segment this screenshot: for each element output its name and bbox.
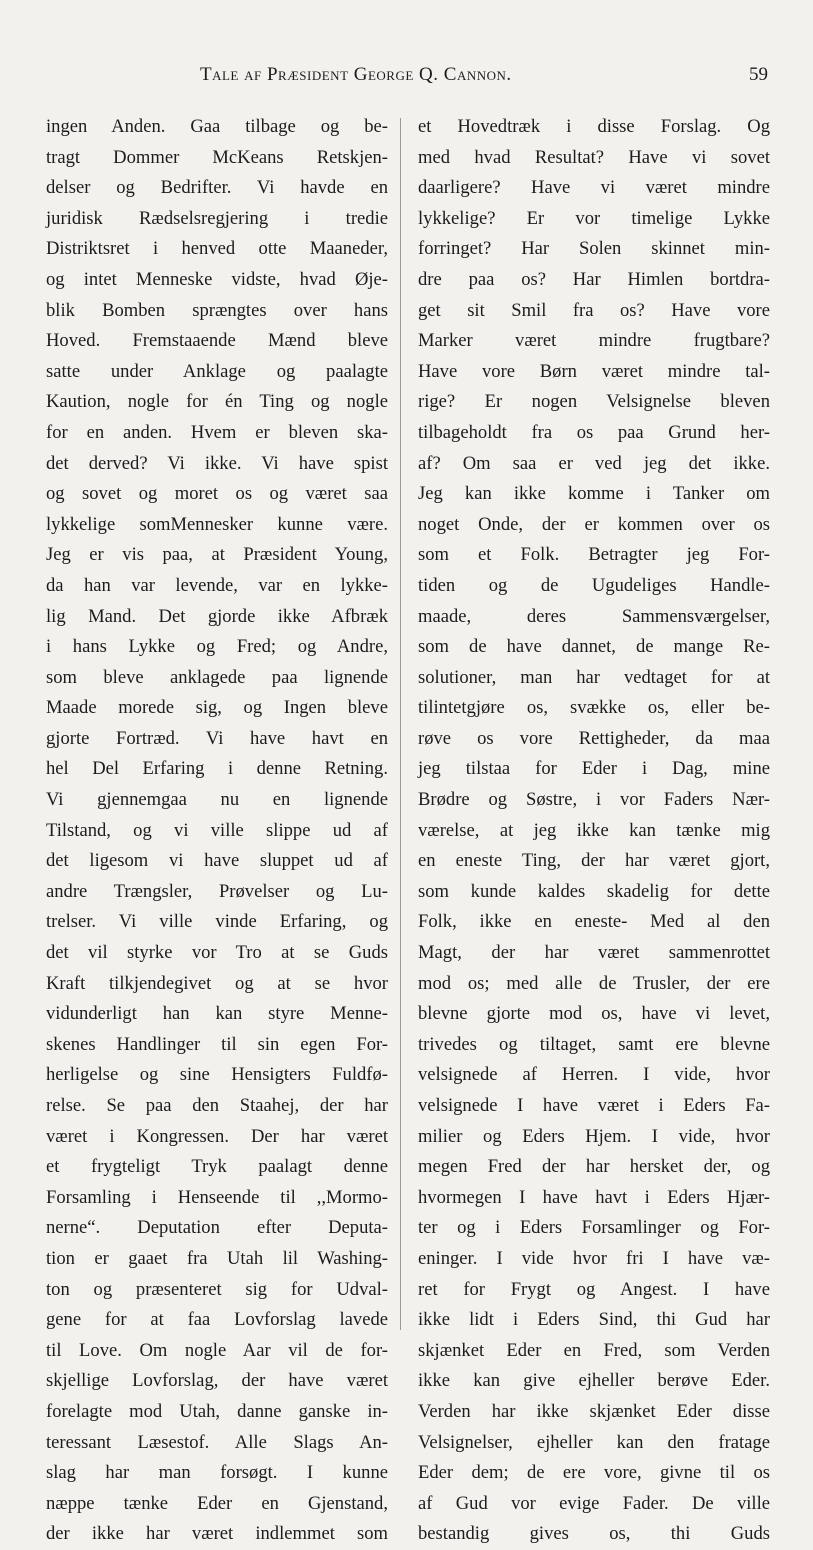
text-line: teressant Læsestof. Alle Slags An- — [46, 1431, 388, 1453]
text-line: tiden og de Ugudeliges Handle- — [418, 574, 770, 596]
column-divider — [400, 118, 401, 1330]
text-line: Forsamling i Henseende til ,,Mormo- — [46, 1186, 388, 1208]
text-line: ret for Frygt og Angest. I have — [418, 1278, 770, 1300]
text-line: det ligesom vi have sluppet ud af — [46, 850, 388, 872]
text-line: der ikke har været indlemmet som — [46, 1523, 388, 1545]
text-line: Maade morede sig, og Ingen bleve — [46, 697, 388, 719]
text-line: megen Fred der har hersket der, og — [418, 1156, 770, 1178]
text-line: været i Kongressen. Der har været — [46, 1125, 388, 1147]
text-line: rige? Er nogen Velsignelse bleven — [418, 391, 770, 413]
text-line: af Gud vor evige Fader. De ville — [418, 1492, 770, 1514]
text-line: røve os vore Rettigheder, da maa — [418, 727, 770, 749]
text-line: som bleve anklagede paa lignende — [46, 666, 388, 688]
text-line: et frygteligt Tryk paalagt denne — [46, 1156, 388, 1178]
text-line: tion er gaaet fra Utah lil Washing- — [46, 1247, 388, 1269]
text-line: Tilstand, og vi ville slippe ud af — [46, 819, 388, 841]
text-line: tragt Dommer McKeans Retskjen- — [46, 146, 388, 168]
text-line: og sovet og moret os og været saa — [46, 483, 388, 505]
text-line: værelse, at jeg ikke kan tænke mig — [418, 819, 770, 841]
text-line: skjellige Lovforslag, der have været — [46, 1370, 388, 1392]
text-line: da han var levende, var en lykke- — [46, 574, 388, 596]
text-line: trelser. Vi ville vinde Erfaring, og — [46, 911, 388, 933]
text-line: Distriktsret i henved otte Maaneder, — [46, 238, 388, 260]
text-line: delser og Bedrifter. Vi havde en — [46, 177, 388, 199]
text-line: et Hovedtræk i disse Forslag. Og — [418, 116, 770, 137]
text-line: det derved? Vi ikke. Vi have spist — [46, 452, 388, 474]
text-line: Jeg kan ikke komme i Tanker om — [418, 483, 770, 505]
text-line: hel Del Erfaring i denne Retning. — [46, 758, 388, 780]
text-line: nerne“. Deputation efter Deputa- — [46, 1217, 388, 1239]
text-line: trivedes og tiltaget, samt ere blevne — [418, 1033, 770, 1055]
text-line: Verden har ikke skjænket Eder disse — [418, 1400, 770, 1422]
text-line: og intet Menneske vidste, hvad Øje- — [46, 268, 388, 290]
text-line: daarligere? Have vi været mindre — [418, 177, 770, 199]
text-line: Hoved. Fremstaaende Mænd bleve — [46, 330, 388, 352]
text-line: gjorte Fortræd. Vi have havt en — [46, 727, 388, 749]
text-line: tilbageholdt fra os paa Grund her- — [418, 421, 770, 443]
text-line: lig Mand. Det gjorde ikke Afbræk — [46, 605, 388, 627]
text-line: mod os; med alle de Trusler, der ere — [418, 972, 770, 994]
text-line: Kraft tilkjendegivet og at se hvor — [46, 972, 388, 994]
text-line: skjænket Eder en Fred, som Verden — [418, 1339, 770, 1361]
text-line: noget Onde, der er kommen over os — [418, 513, 770, 535]
text-line: satte under Anklage og paalagte — [46, 360, 388, 382]
text-line: en eneste Ting, der har været gjort, — [418, 850, 770, 872]
text-line: milier og Eders Hjem. I vide, hvor — [418, 1125, 770, 1147]
text-line: som et Folk. Betragter jeg For- — [418, 544, 770, 566]
text-line: lykkelige somMennesker kunne være. — [46, 513, 388, 535]
text-line: blik Bomben sprængtes over hans — [46, 299, 388, 321]
text-line: vidunderligt han kan styre Menne- — [46, 1003, 388, 1025]
text-line: ton og præsenteret sig for Udval- — [46, 1278, 388, 1300]
text-line: ikke lidt i Eders Sind, thi Gud har — [418, 1309, 770, 1331]
text-line: jeg tilstaa for Eder i Dag, mine — [418, 758, 770, 780]
text-line: tilintetgjøre os, svække os, eller be- — [418, 697, 770, 719]
text-line: bestandig gives os, thi Guds — [418, 1523, 770, 1545]
text-line: andre Trængsler, Prøvelser og Lu- — [46, 880, 388, 902]
text-line: i hans Lykke og Fred; og Andre, — [46, 636, 388, 658]
text-line: dre paa os? Har Himlen bortdra- — [418, 268, 770, 290]
text-line: velsignede I have været i Eders Fa- — [418, 1095, 770, 1116]
text-line: Magt, der har været sammenrottet — [418, 942, 770, 964]
text-line: ter og i Eders Forsamlinger og For- — [418, 1217, 770, 1239]
text-line: hvormegen I have havt i Eders Hjær- — [418, 1186, 770, 1208]
text-line: Have vore Børn været mindre tal- — [418, 360, 770, 382]
text-line: ingen Anden. Gaa tilbage og be- — [46, 116, 388, 137]
text-line: det vil styrke vor Tro at se Guds — [46, 942, 388, 964]
text-line: for en anden. Hvem er bleven ska- — [46, 421, 388, 443]
text-line: næppe tænke Eder en Gjenstand, — [46, 1492, 388, 1514]
running-header — [200, 64, 768, 92]
text-line: skenes Handlinger til sin egen For- — [46, 1033, 388, 1055]
text-line: til Love. Om nogle Aar vil de for- — [46, 1339, 388, 1361]
text-line: Brødre og Søstre, i vor Faders Nær- — [418, 789, 770, 811]
text-line: Folk, ikke en eneste- Med al den — [418, 911, 770, 933]
text-line: velsignede af Herren. I vide, hvor — [418, 1064, 770, 1086]
header-title: Tale af Præsident George Q. Cannon. — [200, 64, 512, 85]
text-line: Vi gjennemgaa nu en lignende — [46, 789, 388, 811]
text-line: eninger. I vide hvor fri I have væ- — [418, 1247, 770, 1269]
text-line: lykkelige? Er vor timelige Lykke — [418, 207, 770, 229]
text-line: get sit Smil fra os? Have vore — [418, 299, 770, 321]
text-line: gene for at faa Lovforslag lavede — [46, 1309, 388, 1331]
text-line: herligelse og sine Hensigters Fuldfø- — [46, 1064, 388, 1086]
text-line: Jeg er vis paa, at Præsident Young, — [46, 544, 388, 566]
text-line: Marker været mindre frugtbare? — [418, 330, 770, 352]
text-line: slag har man forsøgt. I kunne — [46, 1462, 388, 1484]
left-column — [46, 112, 388, 1550]
text-line: med hvad Resultat? Have vi sovet — [418, 146, 770, 168]
text-line: Eder dem; de ere vore, givne til os — [418, 1462, 770, 1484]
page-number: 59 — [749, 64, 768, 85]
right-column — [418, 112, 770, 1550]
text-line: forringet? Har Solen skinnet min- — [418, 238, 770, 260]
text-line: juridisk Rædselsregjering i tredie — [46, 207, 388, 229]
text-line: ikke kan give ejheller berøve Eder. — [418, 1370, 770, 1392]
text-line: maade, deres Sammensværgelser, — [418, 605, 770, 627]
text-line: som de have dannet, de mange Re- — [418, 636, 770, 658]
text-line: af? Om saa er ved jeg det ikke. — [418, 452, 770, 474]
text-line: Kaution, nogle for én Ting og nogle — [46, 391, 388, 413]
text-line: Velsignelser, ejheller kan den fratage — [418, 1431, 770, 1453]
text-line: forelagte mod Utah, danne ganske in- — [46, 1400, 388, 1422]
text-line: som kunde kaldes skadelig for dette — [418, 880, 770, 902]
text-line: solutioner, man har vedtaget for at — [418, 666, 770, 688]
text-line: relse. Se paa den Staahej, der har — [46, 1095, 388, 1116]
text-line: blevne gjorte mod os, have vi levet, — [418, 1003, 770, 1025]
